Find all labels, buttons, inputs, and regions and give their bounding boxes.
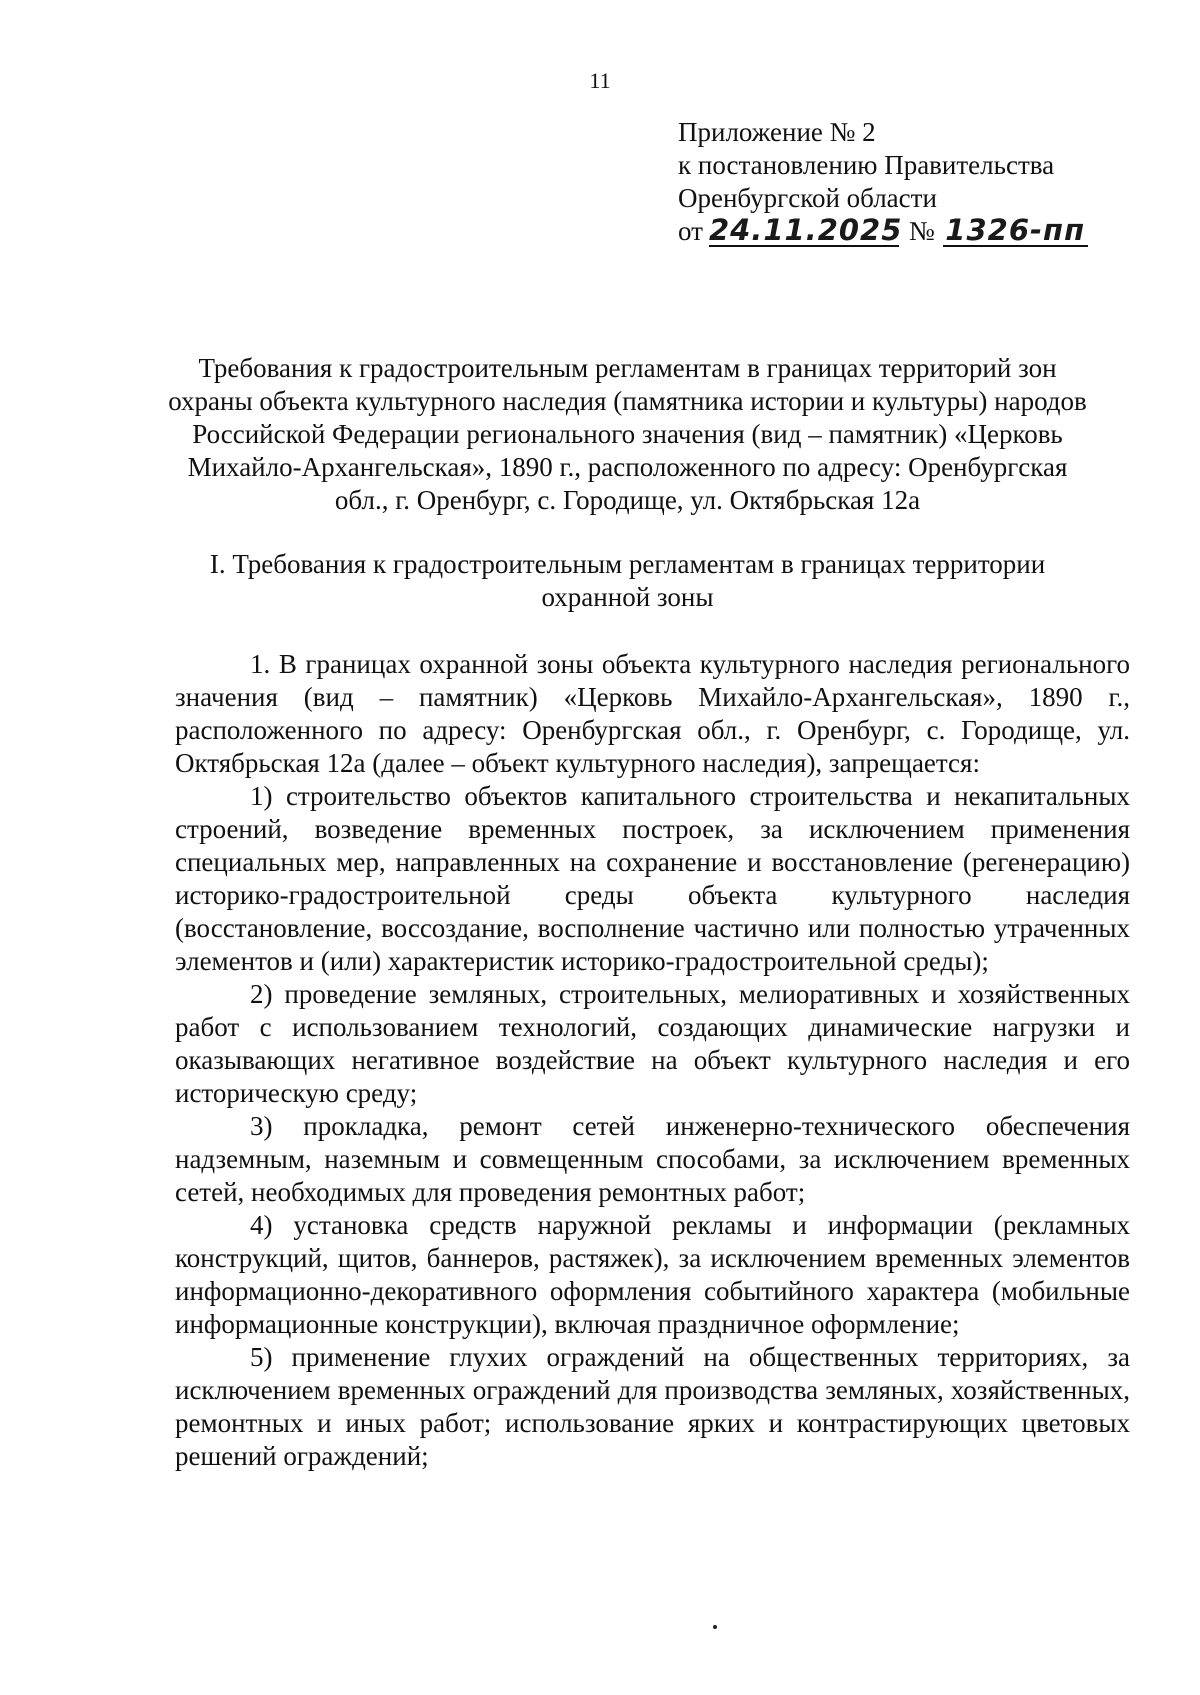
list-item-1: 1) строительство объектов капитального строительства и некапитальных строений, возведение временных построек, за исключением применения специальных мер, направленных на сохранение и восстановление (регенерацию) историко-градостроительной среды объекта культурного наследия (восстановление, воссоздание, восполнение частично или полностью утраченных элементов и (или) характеристик историко-градостроительной среды); (175, 781, 1130, 976)
page-number: 11 (589, 68, 611, 93)
appendix-title: Приложение № 2 (678, 117, 876, 147)
appendix-region-line: Оренбургской области (678, 183, 937, 213)
document-body (175, 648, 1130, 1473)
appendix-decree-line: к постановлению Правительства (678, 150, 1055, 180)
date-prefix: от (678, 216, 703, 246)
section-heading: I. Требования к градостроительным регламентам в границах территории охранной зоны (209, 549, 1046, 612)
list-item-3: 3) прокладка, ремонт сетей инженерно-технического обеспечения надземным, наземным и совмещенным способами, за исключением временных сетей, необходимых для проведения ремонтных работ; (175, 1111, 1130, 1207)
list-item-2: 2) проведение земляных, строительных, мелиоративных и хозяйственных работ с использованием технологий, создающих динамические нагрузки и оказывающих негативное воздействие на объект культурного наследия и его историческую среду; (175, 979, 1130, 1108)
appendix-date-number-line (678, 215, 1088, 248)
list-item-4: 4) установка средств наружной рекламы и информации (рекламных конструкций, щитов, баннеров, растяжек), за исключением временных элементов информационно-декоративного оформления событийного характера (мобильные информационные конструкции), включая праздничное оформление; (175, 1210, 1130, 1339)
appendix-block (678, 116, 1088, 248)
paragraph-1: 1. В границах охранной зоны объекта культурного наследия регионального значения (вид – памятник) «Церковь Михайло-Архангельская», 1890 г., расположенного по адресу: Оренбургская обл., г. Оренбург, с. Городище, ул. Октябрьская 12а (далее – объект культурного наследия), запрещается: (175, 649, 1130, 778)
handwritten-date: 24.11.2025 (708, 213, 903, 247)
list-item-5: 5) применение глухих ограждений на общественных территориях, за исключением временных ограждений для производства земляных, хозяйственных, ремонтных и иных работ; использование ярких и контрастирующих цветовых решений ограждений; (175, 1342, 1130, 1471)
number-sign: № (908, 216, 935, 246)
scan-speck (713, 1625, 717, 1629)
document-title: Требования к градостроительным регламентам в границах территорий зон охраны объекта культурного наследия (памятника истории и культуры) народов Российской Федерации регионального значения (вид – памятник) «Церковь Михайло-Архангельская», 1890 г., расположенного по адресу: Оренбургская обл., г. Оренбург, с. Городище, ул. Октябрьская 12а (168, 353, 1087, 515)
handwritten-number: 1326-пп (943, 215, 1088, 247)
